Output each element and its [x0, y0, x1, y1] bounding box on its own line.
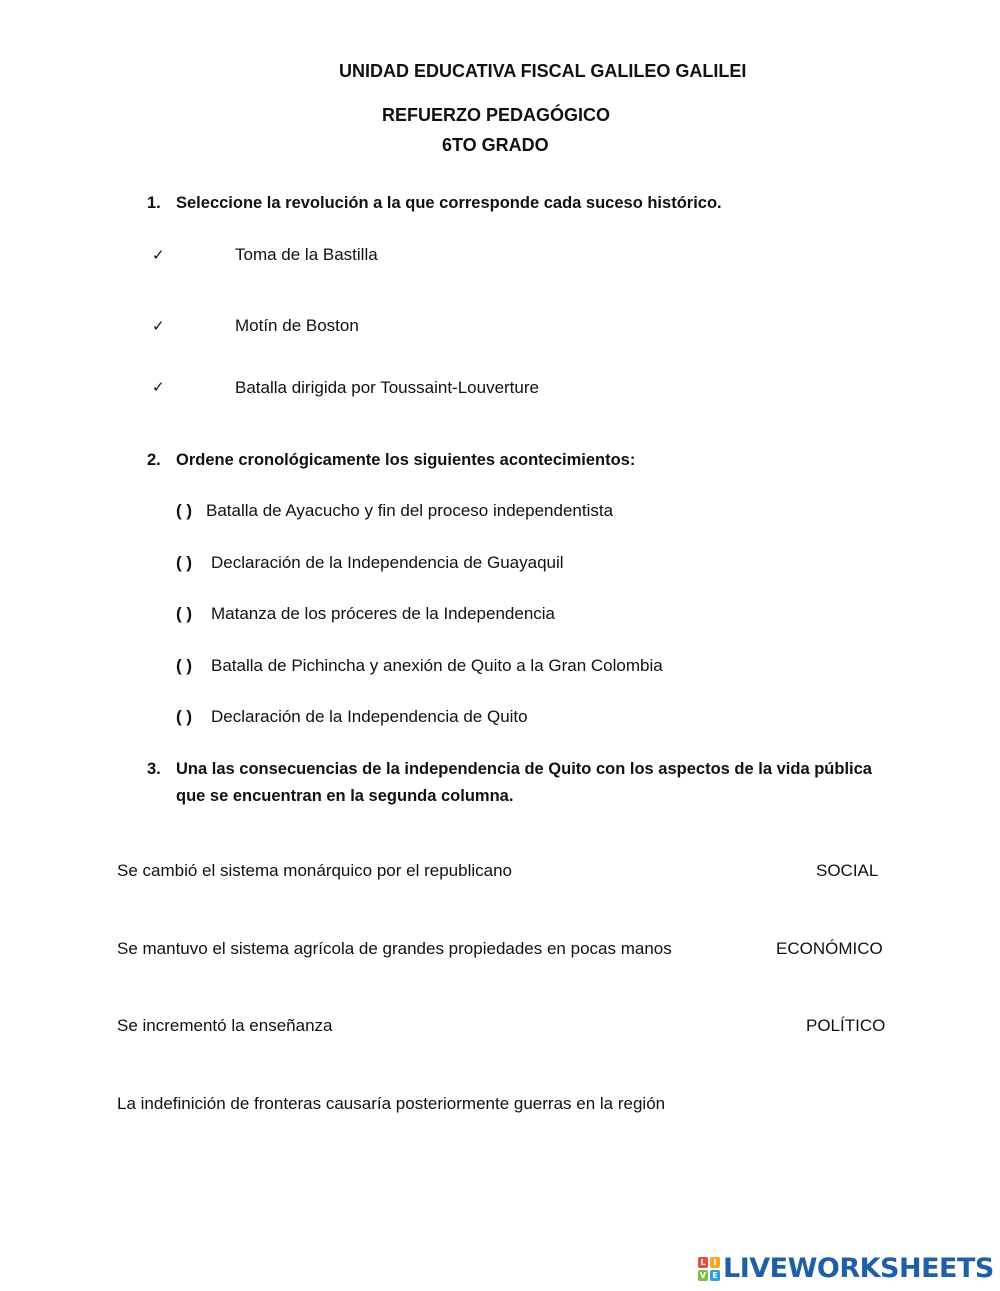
- answer-blank[interactable]: ( ): [176, 501, 193, 520]
- school-name: UNIDAD EDUCATIVA FISCAL GALILEO GALILEI: [339, 61, 747, 81]
- answer-blank[interactable]: ( ): [176, 707, 193, 726]
- q2-number: 2.: [147, 451, 161, 469]
- logo-mark-icon: [698, 1257, 720, 1281]
- q3-instruction-line2: que se encuentran en la segunda columna.: [176, 787, 514, 805]
- grade-label: 6TO GRADO: [442, 135, 549, 155]
- q3-left-item-agricola[interactable]: Se mantuvo el sistema agrícola de grandes propiedades en pocas manos: [117, 939, 672, 958]
- q3-left-item-fronteras[interactable]: La indefinición de fronteras causaría posteriormente guerras en la región: [117, 1094, 666, 1113]
- checkmark-icon: ✓: [152, 378, 165, 396]
- q3-instruction-line1: Una las consecuencias de la independencia de Quito con los aspectos de la vida pública: [176, 760, 872, 778]
- q3-right-item-economico[interactable]: ECONÓMICO: [776, 939, 883, 958]
- q1-item-toussaint: Batalla dirigida por Toussaint-Louverture: [235, 378, 539, 397]
- q3-right-item-politico[interactable]: POLÍTICO: [806, 1016, 886, 1035]
- q1-item-boston: Motín de Boston: [235, 316, 359, 335]
- q3-number: 3.: [147, 760, 161, 778]
- q3-right-item-social[interactable]: SOCIAL: [816, 861, 879, 880]
- q1-instruction: Seleccione la revolución a la que corresponde cada suceso histórico.: [176, 194, 722, 212]
- q2-item-matanza: Matanza de los próceres de la Independencia: [211, 604, 556, 623]
- checkmark-icon: ✓: [152, 317, 165, 335]
- q2-instruction: Ordene cronológicamente los siguientes acontecimientos:: [176, 451, 636, 469]
- checkmark-icon: ✓: [152, 246, 165, 264]
- q1-number: 1.: [147, 194, 161, 212]
- logo-letter-i: I: [710, 1257, 720, 1268]
- answer-blank[interactable]: ( ): [176, 604, 193, 623]
- q2-item-ayacucho: Batalla de Ayacucho y fin del proceso independentista: [206, 501, 614, 520]
- q1-item-bastilla: Toma de la Bastilla: [235, 245, 378, 264]
- logo-letter-l: L: [698, 1257, 708, 1268]
- q3-left-item-ensenanza[interactable]: Se incrementó la enseñanza: [117, 1016, 333, 1035]
- answer-blank[interactable]: ( ): [176, 553, 193, 572]
- logo-letter-e: E: [710, 1270, 720, 1281]
- logo-letter-v: V: [699, 1270, 707, 1280]
- q3-left-item-monarquico[interactable]: Se cambió el sistema monárquico por el republicano: [117, 861, 512, 880]
- q2-item-pichincha: Batalla de Pichincha y anexión de Quito a la Gran Colombia: [211, 656, 663, 675]
- q2-item-quito: Declaración de la Independencia de Quito: [211, 707, 528, 726]
- q2-item-guayaquil: Declaración de la Independencia de Guayaquil: [211, 553, 564, 572]
- worksheet-subtitle: REFUERZO PEDAGÓGICO: [382, 105, 611, 125]
- answer-blank[interactable]: ( ): [176, 656, 193, 675]
- logo-wordmark: LIVEWORKSHEETS: [723, 1253, 994, 1284]
- liveworksheets-logo: [698, 1253, 994, 1284]
